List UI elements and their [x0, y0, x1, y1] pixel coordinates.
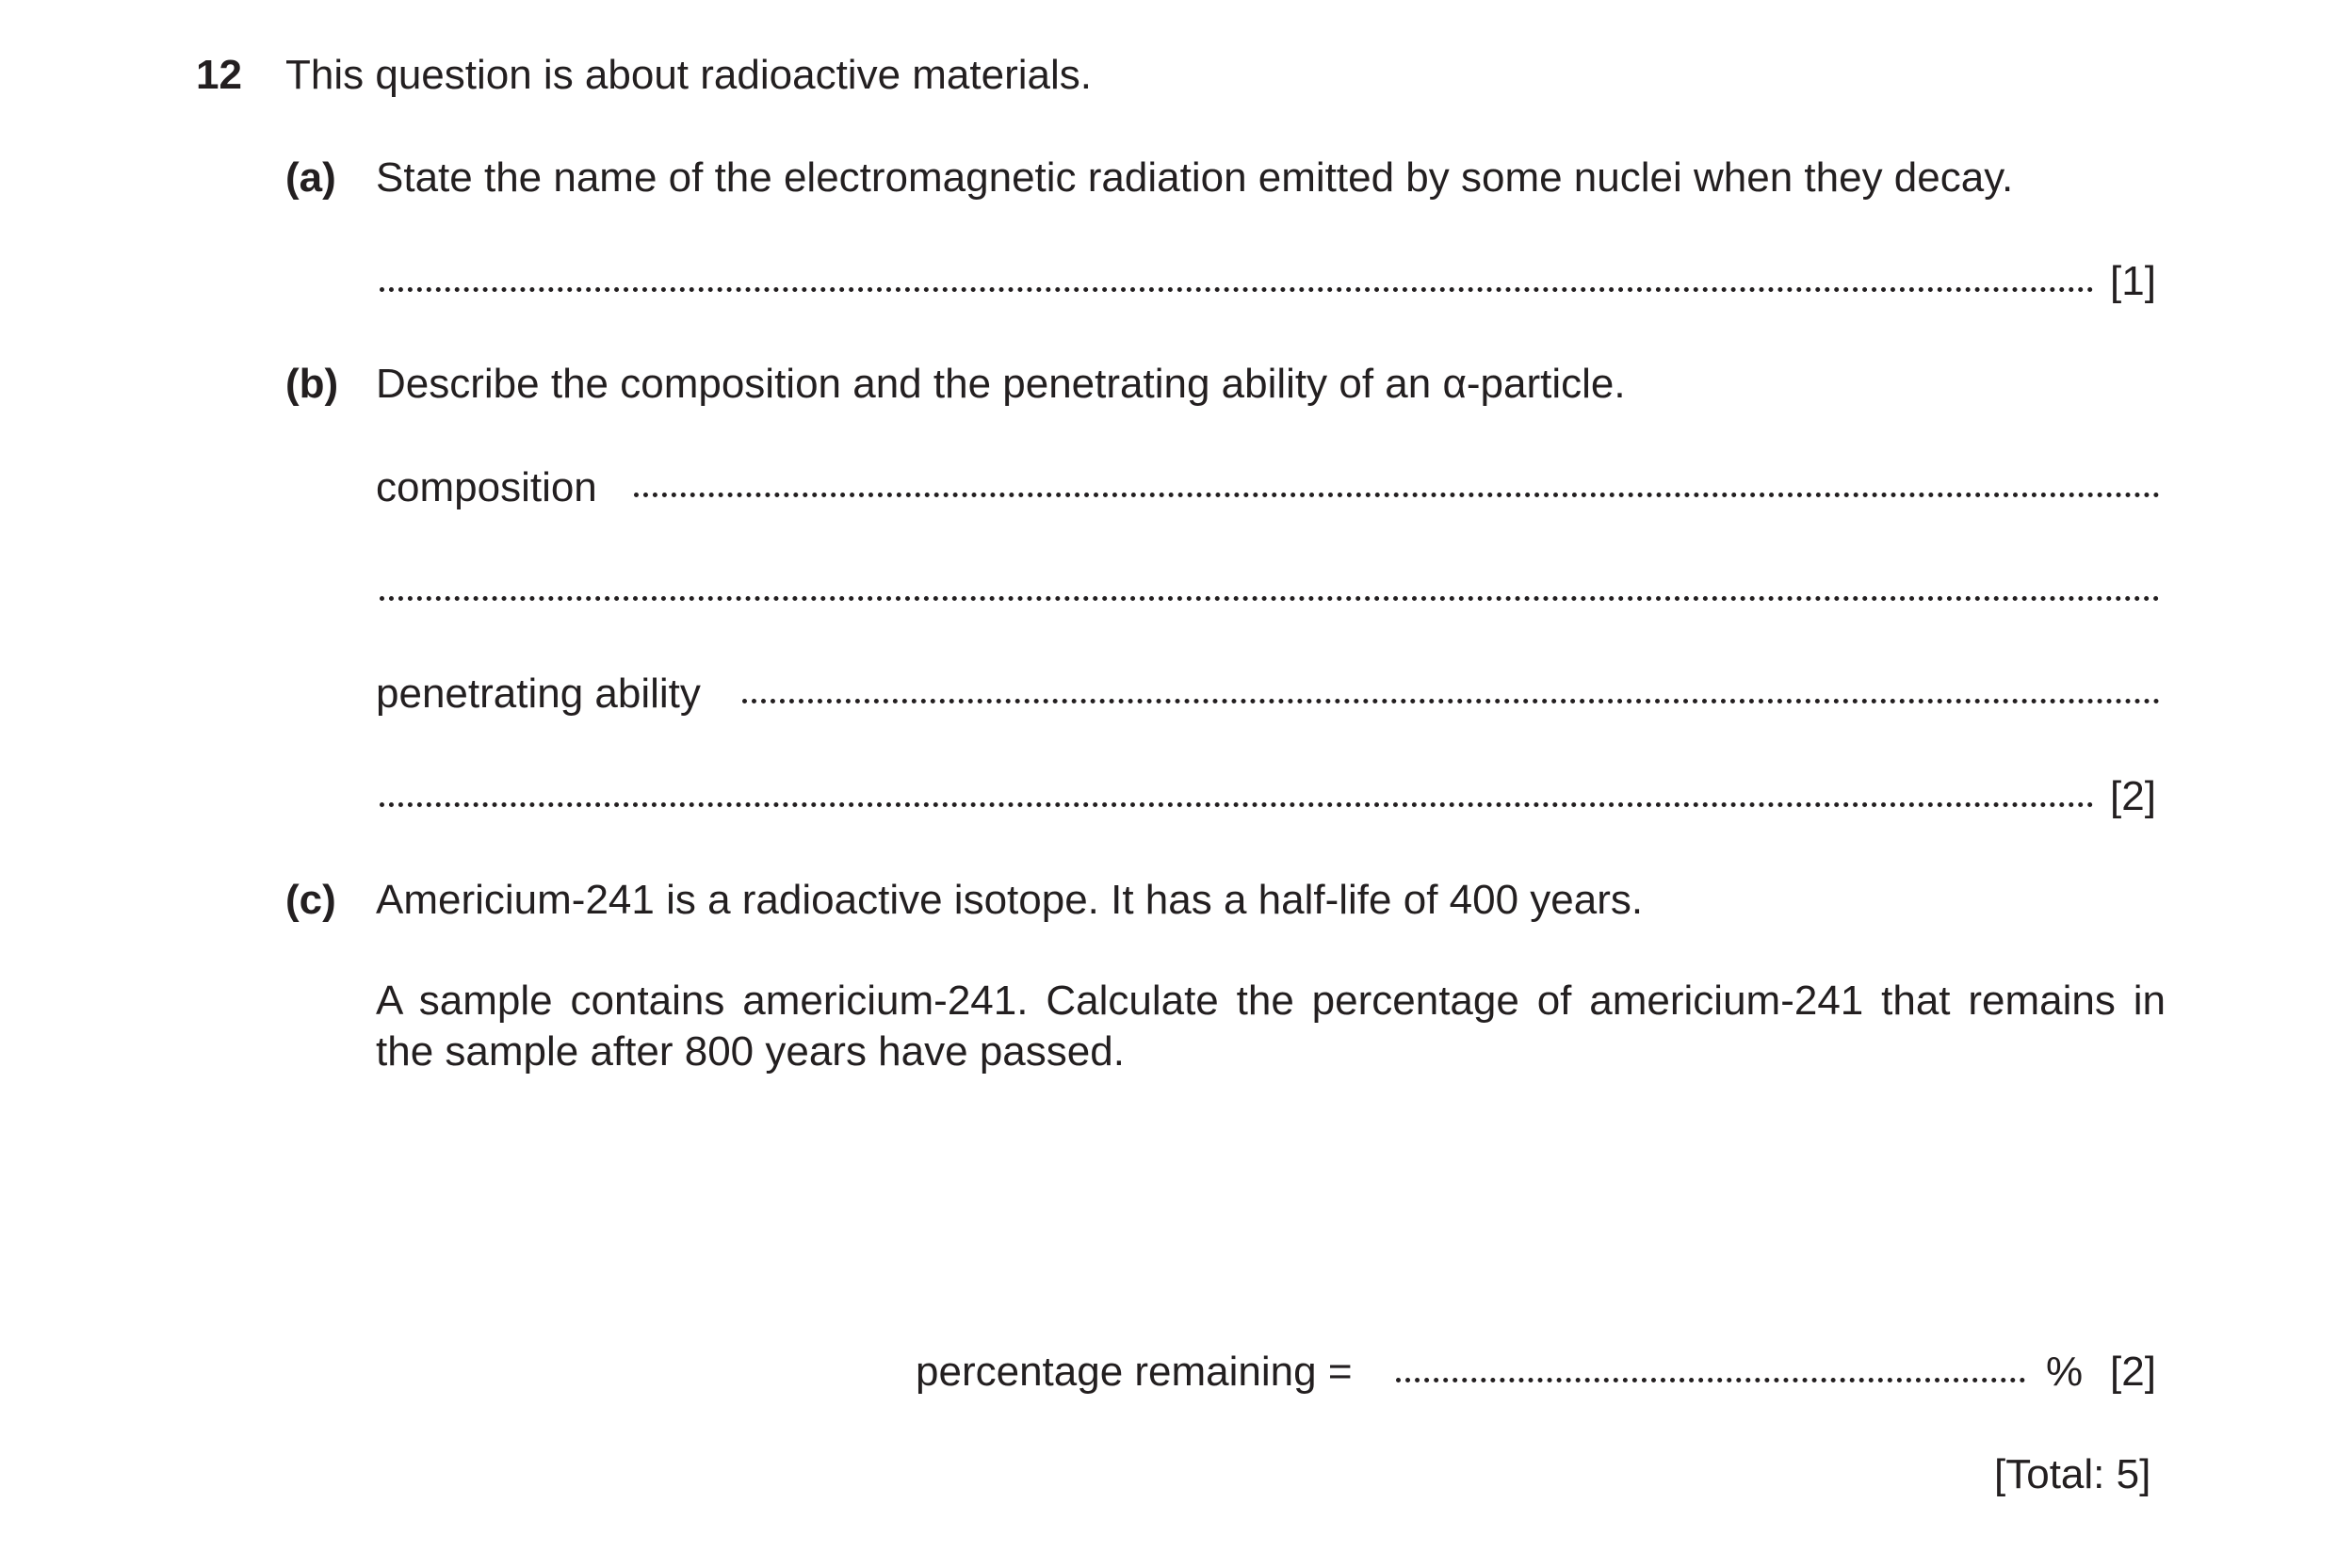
total-marks: [Total: 5] [1994, 1451, 2151, 1497]
part-c-marks: [2] [2110, 1349, 2156, 1395]
part-c-text-2: A sample contains americium-241. Calculate the percentage of americium-241 that remains in the sample after 800 years have passed. [376, 978, 2166, 1075]
part-b-marks: [2] [2110, 773, 2156, 819]
part-a-label: (a) [285, 154, 336, 201]
part-c-text-1: Americium-241 is a radioactive isotope. It has a half-life of 400 years. [376, 877, 1644, 923]
part-b-text: Describe the composition and the penetrating ability of an α-particle. [376, 361, 1626, 407]
penetrating-answer-line-1[interactable] [742, 699, 2160, 703]
part-a-marks: [1] [2110, 258, 2156, 304]
part-b-label: (b) [285, 361, 339, 407]
part-c-label: (c) [285, 877, 336, 923]
question-number: 12 [196, 52, 242, 98]
composition-answer-line-2[interactable] [380, 596, 2160, 601]
composition-label: composition [376, 464, 597, 510]
composition-answer-line-1[interactable] [634, 493, 2160, 497]
percent-unit: % [2046, 1349, 2084, 1395]
part-a-text: State the name of the electromagnetic radiation emitted by some nuclei when they decay. [376, 154, 2014, 201]
penetrating-ability-label: penetrating ability [376, 671, 701, 717]
percentage-answer-line[interactable] [1396, 1378, 2025, 1382]
part-a-answer-line[interactable] [380, 287, 2094, 292]
penetrating-answer-line-2[interactable] [380, 802, 2094, 807]
percentage-remaining-label: percentage remaining = [916, 1349, 1353, 1395]
question-intro: This question is about radioactive materials. [285, 52, 1092, 98]
